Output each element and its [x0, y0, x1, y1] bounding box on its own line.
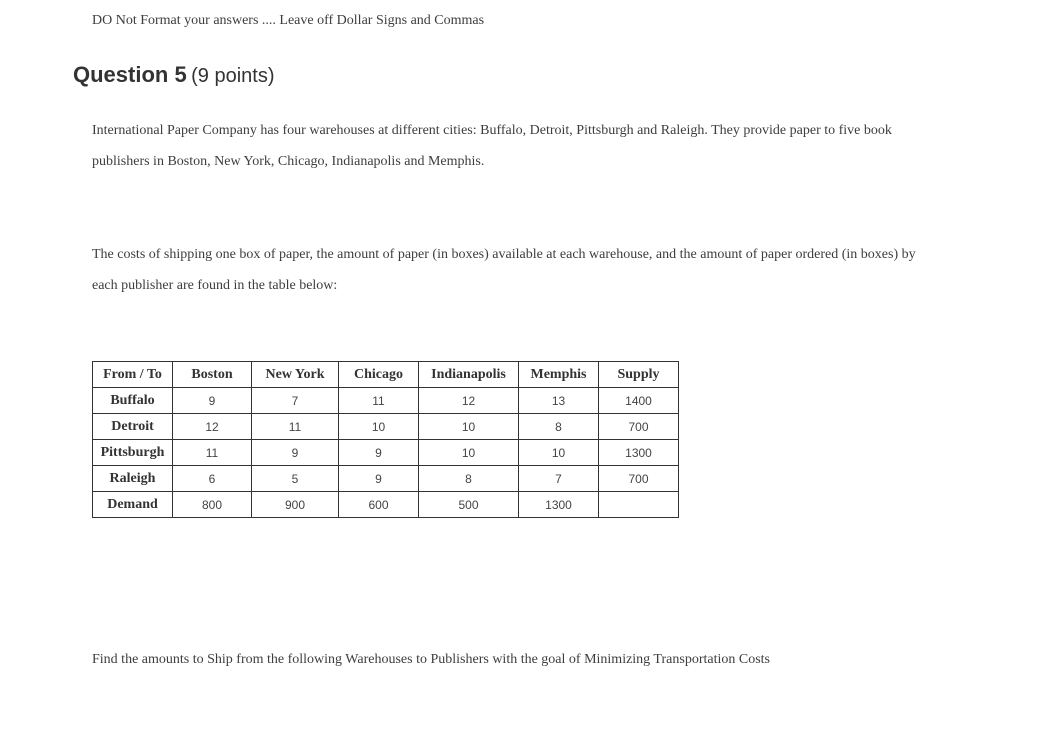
- table-cell: 10: [419, 414, 519, 440]
- header-supply: Supply: [599, 362, 679, 388]
- header-boston: Boston: [173, 362, 252, 388]
- table-cell: 700: [599, 414, 679, 440]
- row-label: Raleigh: [93, 466, 173, 492]
- task-paragraph: Find the amounts to Ship from the following Warehouses to Publishers with the goal of Minimizing Transportation Costs: [92, 652, 770, 667]
- table-row-raleigh: [93, 466, 679, 492]
- table-cell: 10: [339, 414, 419, 440]
- header-memphis: Memphis: [519, 362, 599, 388]
- row-label: Demand: [93, 492, 173, 518]
- table-cell: 800: [173, 492, 252, 518]
- header-indianapolis: Indianapolis: [419, 362, 519, 388]
- table-row-pittsburgh: [93, 440, 679, 466]
- table-cell: 1300: [599, 440, 679, 466]
- table-cell: 11: [252, 414, 339, 440]
- header-new-york: New York: [252, 362, 339, 388]
- table-row-detroit: [93, 414, 679, 440]
- table-cell: 900: [252, 492, 339, 518]
- table-cell: 10: [519, 440, 599, 466]
- table-cell: 12: [419, 388, 519, 414]
- table-cell: 700: [599, 466, 679, 492]
- table-row-demand: [93, 492, 679, 518]
- row-label: Pittsburgh: [93, 440, 173, 466]
- table-cell: 7: [519, 466, 599, 492]
- table-cell: 11: [173, 440, 252, 466]
- question-points: (9 points): [191, 65, 275, 87]
- table-cell: 13: [519, 388, 599, 414]
- table-cell: 12: [173, 414, 252, 440]
- table-cell: 9: [339, 466, 419, 492]
- table-cell: 600: [339, 492, 419, 518]
- table-cell: 5: [252, 466, 339, 492]
- table-cell: 8: [519, 414, 599, 440]
- table-cell: 10: [419, 440, 519, 466]
- intro-paragraph: International Paper Company has four warehouses at different cities: Buffalo, Detroit, Pittsburgh and Raleigh. They provide paper to five book publishers in Boston, New York, Chicago, Indianapolis and Memphis.: [92, 123, 892, 169]
- table-header-row: [93, 362, 679, 388]
- row-label: Buffalo: [93, 388, 173, 414]
- table-cell: 9: [252, 440, 339, 466]
- table-cell: 1300: [519, 492, 599, 518]
- table-row-buffalo: [93, 388, 679, 414]
- header-chicago: Chicago: [339, 362, 419, 388]
- table-cell: 500: [419, 492, 519, 518]
- question-header: [73, 62, 275, 88]
- table-cell-empty: [599, 492, 679, 518]
- header-from-to: From / To: [93, 362, 173, 388]
- table-cell: 9: [339, 440, 419, 466]
- row-label: Detroit: [93, 414, 173, 440]
- table-cell: 7: [252, 388, 339, 414]
- shipping-cost-table: [92, 361, 679, 518]
- formatting-instruction: DO Not Format your answers .... Leave off Dollar Signs and Commas: [92, 13, 485, 28]
- table-cell: 1400: [599, 388, 679, 414]
- table-cell: 8: [419, 466, 519, 492]
- table-cell: 6: [173, 466, 252, 492]
- question-title: Question 5: [73, 62, 187, 87]
- table-cell: 9: [173, 388, 252, 414]
- table-cell: 11: [339, 388, 419, 414]
- costs-paragraph: The costs of shipping one box of paper, the amount of paper (in boxes) available at each warehouse, and the amount of paper ordered (in boxes) by each publisher are found in the table below:: [92, 247, 916, 293]
